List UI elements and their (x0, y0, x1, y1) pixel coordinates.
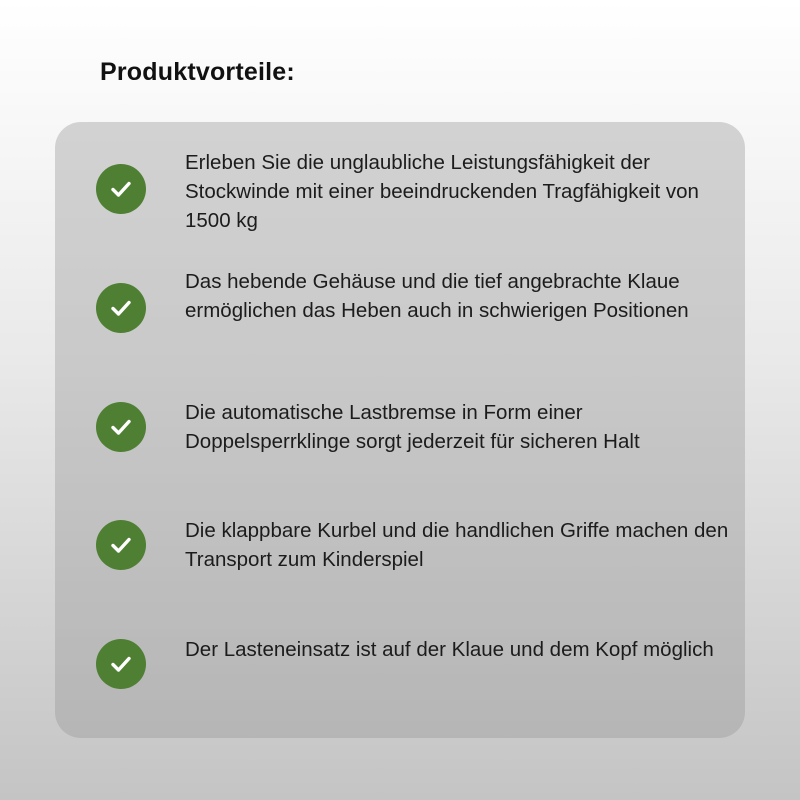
benefit-item (55, 148, 745, 230)
checkmark-icon (96, 164, 146, 214)
checkmark-icon (96, 520, 146, 570)
benefit-text: Das hebende Gehäuse und die tief angebrachte Klaue ermöglichen das Heben auch in schwierigen Positionen (185, 270, 689, 322)
checkmark-icon (96, 283, 146, 333)
benefit-text: Die klappbare Kurbel und die handlichen Griffe machen den Transport zum Kinderspiel (185, 519, 729, 571)
benefit-item (55, 635, 745, 693)
benefit-text: Der Lasteneinsatz ist auf der Klaue und dem Kopf möglich (185, 638, 714, 661)
benefit-item (55, 267, 745, 349)
benefit-item (55, 516, 745, 574)
checkmark-icon (96, 402, 146, 452)
checkmark-icon (96, 639, 146, 689)
benefit-item (55, 398, 745, 456)
benefit-text: Die automatische Lastbremse in Form einer Doppelsperrklinge sorgt jederzeit für sicheren Halt (185, 401, 640, 453)
benefits-panel (55, 122, 745, 738)
benefit-text: Erleben Sie die unglaubliche Leistungsfähigkeit der Stockwinde mit einer beeindruckenden Tragfähigkeit von 1500 kg (185, 151, 699, 232)
page-title: Produktvorteile: (100, 58, 295, 86)
